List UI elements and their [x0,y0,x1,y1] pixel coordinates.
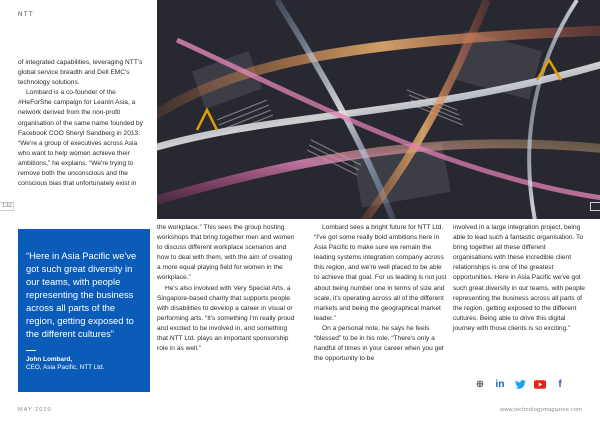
quote-author-name: John Lombard, [26,356,73,363]
page-number: 132 [2,203,13,209]
linkedin-icon[interactable]: in [495,379,505,390]
hero-image-illustration [157,0,600,219]
paragraph: On a personal note, he says he feels “blessed” to be in his role. “There's only a handful of times in your career when you get the opportunity to be [314,324,444,363]
social-links [470,378,570,392]
left-column-text [18,58,150,189]
globe-icon[interactable]: ⊕ [475,379,485,390]
paragraph: He's also involved with Very Special Arts, a Singapore-based charity that supports people with disabilities to develop a career in visual or performing arts. “It's something I'm really proud and excited to be involved in, and something that NTT Ltd. plays an important sponsorship role in as well.” [157,284,295,353]
page-tab-right [590,202,600,211]
header-brand: NTT [18,12,35,18]
hero-image-road-interchange [157,0,600,219]
paragraph: of integrated capabilities, leveraging NTT's global service breadth and Dell EMC's technology solutions. [18,59,143,87]
quote-divider [26,350,36,351]
paragraph: Lombard sees a bright future for NTT Ltd. “I've got some really bold ambitions here in Asia Pacific to make sure we remain the leading systems integration company across this region, and we're well placed to be able to achieve that goal. For us leading is not just about being number one in terms of size and scale, it's operating across all of the different markets and being the geographical market leader.” [314,224,447,322]
paragraph: Lombard is a co-founder of the #HeForShe campaign for LeanIn Asia, a network derived from the non-profit organisation of the same name founded by Facebook COO Sheryl Sandberg in 2013. “We're a group of executives across Asia who want to help women achieve their ambitions,” he explains. “We're trying to remove both the unconscious and the conscious bias that unfortunately exist in [18,89,143,188]
quote-author-role: CEO, Asia Pacific, NTT Ltd. [26,364,105,371]
footer-date: MAY 2020 [18,407,52,413]
pull-quote-text: “Here in Asia Pacific we've got such great diversity in our teams, with people representing the business across all parts of the region, getting exposed to the different cultures” [26,250,137,339]
footer-site-link[interactable]: www.technologymagazine.com [500,407,582,413]
column-4-text [453,223,585,334]
facebook-icon[interactable]: f [558,379,562,390]
youtube-icon[interactable] [530,378,550,392]
column-2-text [157,223,295,354]
paragraph: the workplace.” This sees the group hosting workshops that bring together men and women to discuss different workplace scenarios and how to deal with them, with the aim of creating a more equal playing field for women in the workplace.” [157,224,295,282]
column-3-text [314,223,447,364]
paragraph: involved in a large integration project, being able to lead such a fantastic organisation. To bring together all these different organisations with these incredible client relationships is one of the greatest opportunities. Here in Asia Pacific we've got such great diversity in our teams, with people representing the business across all parts of the region, getting exposed to the different cultures. Being able to drive this digital journey with those clients is so exciting.” [453,224,585,332]
pull-quote-box [18,229,150,392]
twitter-icon[interactable] [510,378,530,392]
